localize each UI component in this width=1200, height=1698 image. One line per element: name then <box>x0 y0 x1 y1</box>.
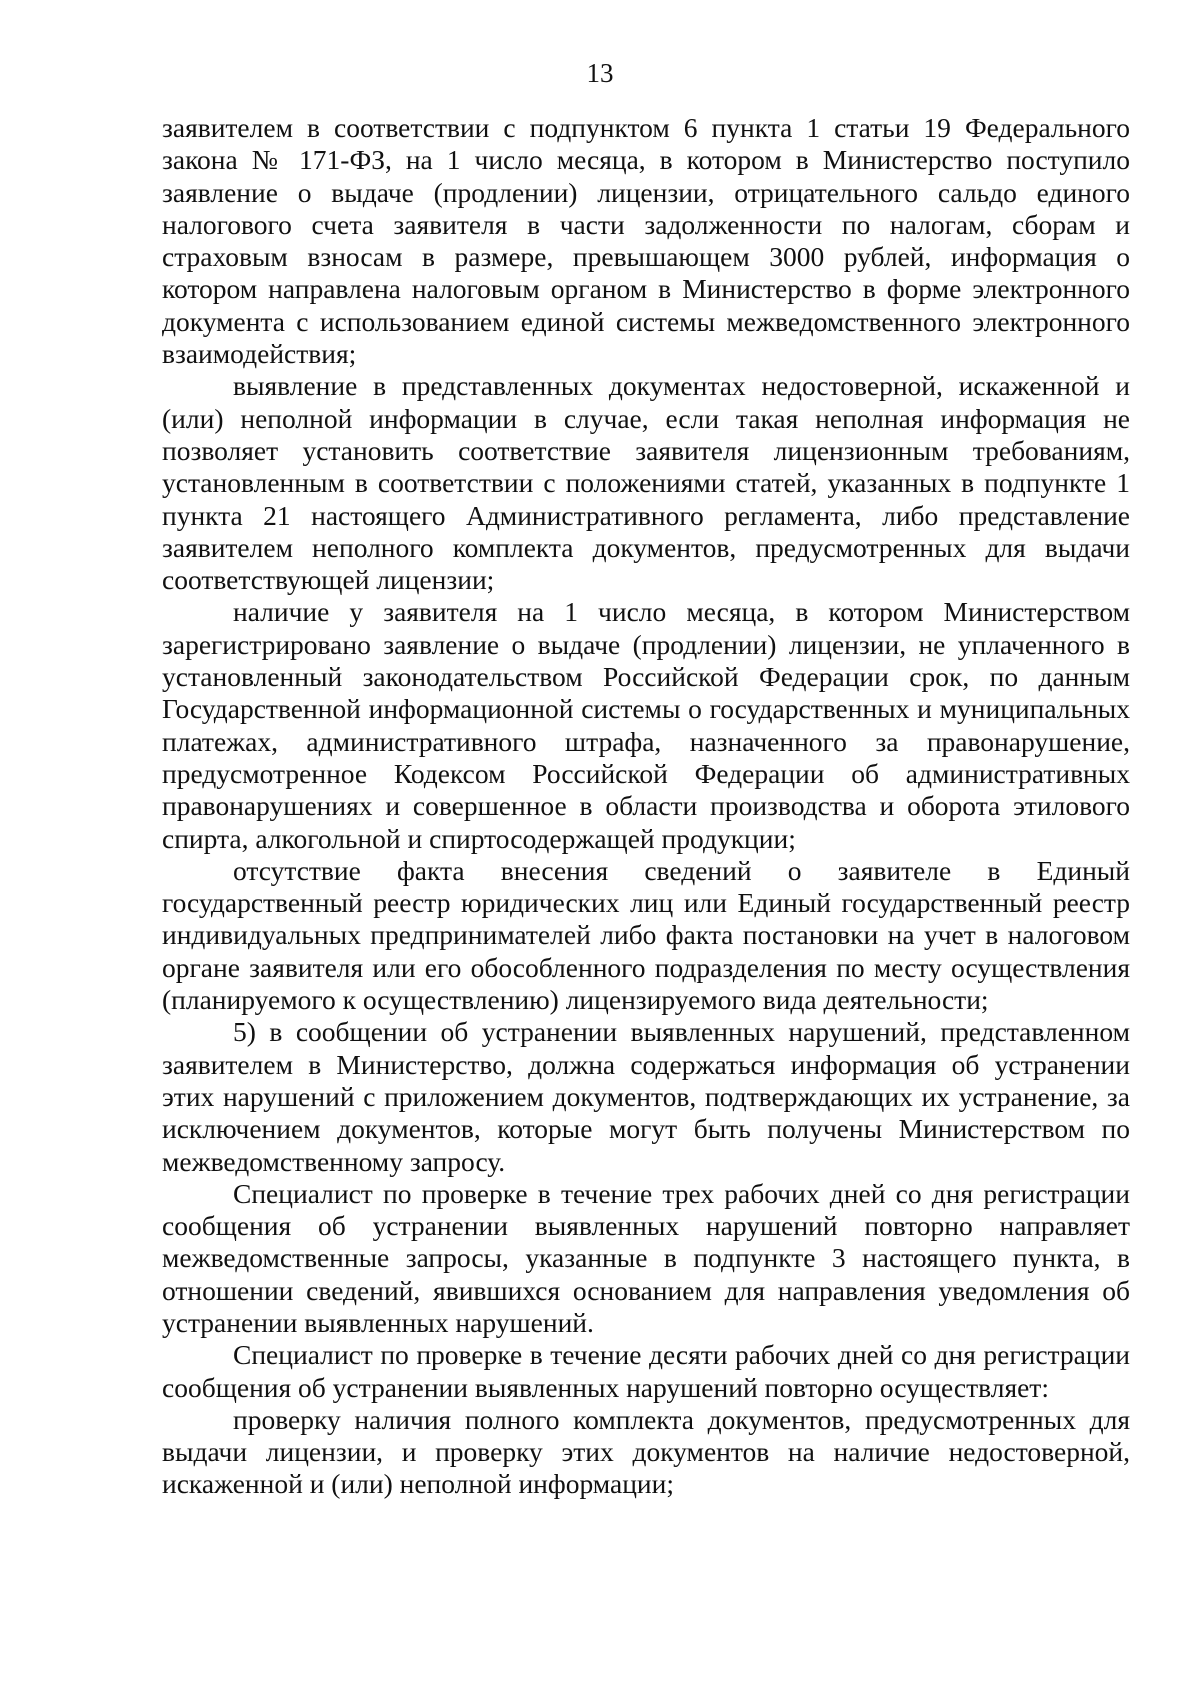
paragraph: отсутствие факта внесения сведений о заявителе в Единый государственный реестр юридических лиц или Единый государственный реестр индивидуальных предпринимателей либо факта постановки на учет в налоговом органе заявителя или его обособленного подразделения по месту осуществления (планируемого к осуществлению) лицензируемого вида деятельности; <box>162 854 1130 1016</box>
paragraph: 5) в сообщении об устранении выявленных нарушений, представленном заявителем в Министерство, должна содержаться информация об устранении этих нарушений с приложением документов, подтверждающих их устранение, за исключением документов, которые могут быть получены Министерством по межведомственному запросу. <box>162 1016 1130 1177</box>
paragraph-continued: заявителем в соответствии с подпунктом 6 пункта 1 статьи 19 Федерального закона № 171-ФЗ, на 1 число месяца, в котором в Министерство поступило заявление о выдаче (продлении) лицензии, отрицательного сальдо единого налогового счета заявителя в части задолженности по налогам, сборам и страховым взносам в размере, превышающем 3000 рублей, информация о котором направлена налоговым органом в Министерство в форме электронного документа с использованием единой системы межведомственного электронного взаимодействия; <box>162 112 1130 370</box>
paragraph: Специалист по проверке в течение десяти рабочих дней со дня регистрации сообщения об устранении выявленных нарушений повторно осуществляет: <box>162 1339 1130 1403</box>
page-number: 13 <box>586 58 614 88</box>
paragraph: наличие у заявителя на 1 число месяца, в котором Министерством зарегистрировано заявление о выдаче (продлении) лицензии, не уплаченного в установленный законодательством Российской Федерации срок, по данным Государственной информационной системы о государственных и муниципальных платежах, административного штрафа, назначенного за правонарушение, предусмотренное Кодексом Российской Федерации об административных правонарушениях и совершенное в области производства и оборота этилового спирта, алкогольной и спиртосодержащей продукции; <box>162 596 1130 854</box>
paragraph: проверку наличия полного комплекта документов, предусмотренных для выдачи лицензии, и проверку этих документов на наличие недостоверной, искаженной и (или) неполной информации; <box>162 1403 1130 1500</box>
paragraph: Специалист по проверке в течение трех рабочих дней со дня регистрации сообщения об устранении выявленных нарушений повторно направляет межведомственные запросы, указанные в подпункте 3 настоящего пункта, в отношении сведений, явившихся основанием для направления уведомления об устранении выявленных нарушений. <box>162 1177 1130 1338</box>
document-body <box>162 112 1130 1501</box>
paragraph: выявление в представленных документах недостоверной, искаженной и (или) неполной информации в случае, если такая неполная информация не позволяет установить соответствие заявителя лицензионным требованиям, установленным в соответствии с положениями статей, указанных в подпункте 1 пункта 21 настоящего Административного регламента, либо представление заявителем неполного комплекта документов, предусмотренных для выдачи соответствующей лицензии; <box>162 370 1130 596</box>
